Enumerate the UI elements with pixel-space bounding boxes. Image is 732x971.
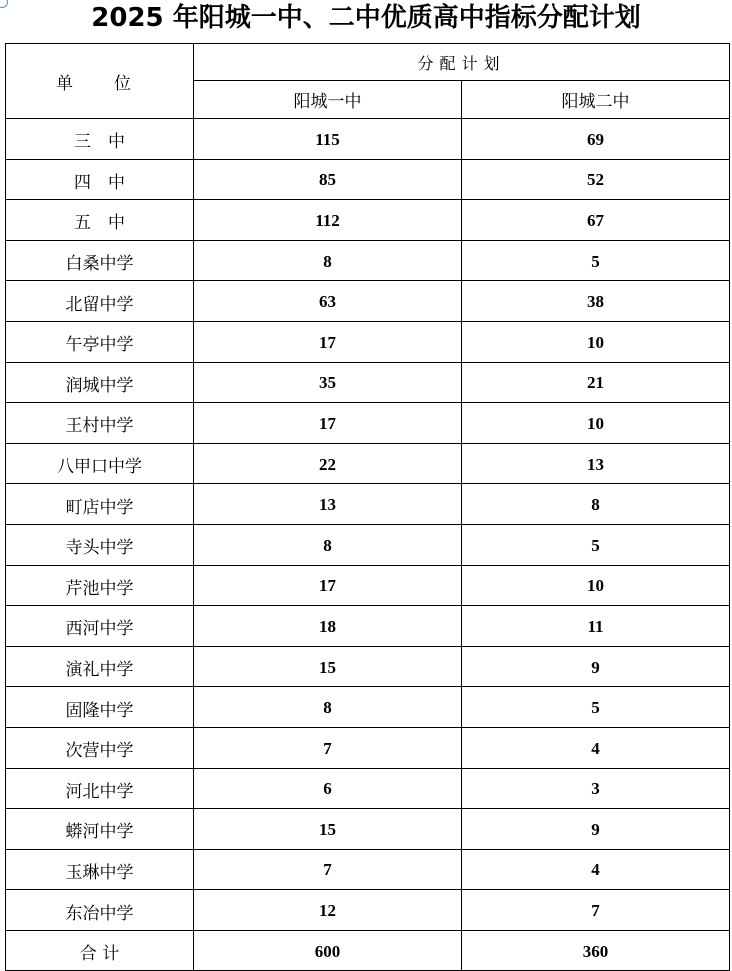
yangcheng-no1-quota: 8 xyxy=(194,524,462,565)
unit-name: 八甲口中学 xyxy=(6,443,194,484)
yangcheng-no2-quota: 13 xyxy=(462,443,730,484)
unit-name: 北留中学 xyxy=(6,281,194,322)
unit-name: 合 计 xyxy=(6,930,194,971)
unit-name: 河北中学 xyxy=(6,768,194,809)
unit-name: 演礼中学 xyxy=(6,646,194,687)
yangcheng-no2-quota: 3 xyxy=(462,768,730,809)
yangcheng-no2-quota: 10 xyxy=(462,321,730,362)
yangcheng-no1-quota: 600 xyxy=(194,930,462,971)
unit-name: 固隆中学 xyxy=(6,687,194,728)
school1-header: 阳城一中 xyxy=(194,81,462,119)
table-row xyxy=(6,443,730,484)
yangcheng-no2-quota: 21 xyxy=(462,362,730,403)
yangcheng-no1-quota: 85 xyxy=(194,159,462,200)
table-row xyxy=(6,200,730,241)
table-row xyxy=(6,119,730,160)
unit-name: 东冶中学 xyxy=(6,890,194,931)
unit-name: 白桑中学 xyxy=(6,240,194,281)
yangcheng-no2-quota: 9 xyxy=(462,646,730,687)
table-row xyxy=(6,687,730,728)
allocation-table xyxy=(5,43,730,971)
unit-name: 三 中 xyxy=(6,119,194,160)
yangcheng-no1-quota: 18 xyxy=(194,606,462,647)
yangcheng-no1-quota: 7 xyxy=(194,849,462,890)
unit-name: 蟒河中学 xyxy=(6,809,194,850)
yangcheng-no2-quota: 8 xyxy=(462,484,730,525)
yangcheng-no2-quota: 4 xyxy=(462,849,730,890)
yangcheng-no1-quota: 12 xyxy=(194,890,462,931)
yangcheng-no1-quota: 63 xyxy=(194,281,462,322)
yangcheng-no2-quota: 360 xyxy=(462,930,730,971)
unit-name: 五 中 xyxy=(6,200,194,241)
plan-header: 分配计划 xyxy=(194,44,730,81)
yangcheng-no1-quota: 112 xyxy=(194,200,462,241)
yangcheng-no1-quota: 15 xyxy=(194,809,462,850)
table-row xyxy=(6,362,730,403)
table-row xyxy=(6,240,730,281)
yangcheng-no2-quota: 7 xyxy=(462,890,730,931)
yangcheng-no2-quota: 10 xyxy=(462,565,730,606)
table-row xyxy=(6,727,730,768)
table-row xyxy=(6,321,730,362)
unit-name: 次营中学 xyxy=(6,727,194,768)
unit-name: 町店中学 xyxy=(6,484,194,525)
yangcheng-no2-quota: 52 xyxy=(462,159,730,200)
table-row xyxy=(6,484,730,525)
yangcheng-no1-quota: 13 xyxy=(194,484,462,525)
unit-name: 西河中学 xyxy=(6,606,194,647)
table-row xyxy=(6,281,730,322)
yangcheng-no1-quota: 115 xyxy=(194,119,462,160)
header-row xyxy=(6,44,730,81)
table-row xyxy=(6,403,730,444)
yangcheng-no1-quota: 6 xyxy=(194,768,462,809)
table-row xyxy=(6,890,730,931)
school2-header: 阳城二中 xyxy=(462,81,730,119)
yangcheng-no1-quota: 15 xyxy=(194,646,462,687)
yangcheng-no1-quota: 17 xyxy=(194,565,462,606)
table-row xyxy=(6,768,730,809)
unit-name: 芹池中学 xyxy=(6,565,194,606)
yangcheng-no2-quota: 5 xyxy=(462,240,730,281)
unit-name: 润城中学 xyxy=(6,362,194,403)
table-row xyxy=(6,849,730,890)
yangcheng-no2-quota: 9 xyxy=(462,809,730,850)
yangcheng-no1-quota: 22 xyxy=(194,443,462,484)
yangcheng-no1-quota: 7 xyxy=(194,727,462,768)
unit-name: 午亭中学 xyxy=(6,321,194,362)
yangcheng-no1-quota: 35 xyxy=(194,362,462,403)
yangcheng-no1-quota: 17 xyxy=(194,403,462,444)
yangcheng-no1-quota: 8 xyxy=(194,240,462,281)
total-row xyxy=(6,930,730,971)
yangcheng-no2-quota: 69 xyxy=(462,119,730,160)
table-row xyxy=(6,524,730,565)
yangcheng-no2-quota: 4 xyxy=(462,727,730,768)
table-row xyxy=(6,606,730,647)
yangcheng-no2-quota: 5 xyxy=(462,687,730,728)
unit-header: 单 位 xyxy=(6,44,194,119)
yangcheng-no1-quota: 17 xyxy=(194,321,462,362)
yangcheng-no2-quota: 5 xyxy=(462,524,730,565)
table-row xyxy=(6,809,730,850)
page-title: 2025 年阳城一中、二中优质高中指标分配计划 xyxy=(91,3,641,33)
yangcheng-no2-quota: 67 xyxy=(462,200,730,241)
table-row xyxy=(6,646,730,687)
table-row xyxy=(6,565,730,606)
unit-name: 王村中学 xyxy=(6,403,194,444)
unit-name: 寺头中学 xyxy=(6,524,194,565)
unit-name: 四 中 xyxy=(6,159,194,200)
table-row xyxy=(6,159,730,200)
yangcheng-no2-quota: 38 xyxy=(462,281,730,322)
yangcheng-no2-quota: 10 xyxy=(462,403,730,444)
yangcheng-no1-quota: 8 xyxy=(194,687,462,728)
unit-name: 玉琳中学 xyxy=(6,849,194,890)
yangcheng-no2-quota: 11 xyxy=(462,606,730,647)
